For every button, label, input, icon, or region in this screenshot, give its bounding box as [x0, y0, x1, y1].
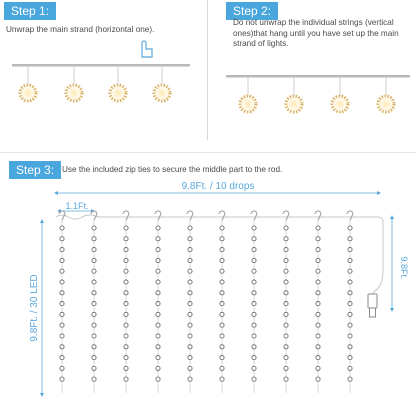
usb-plug-icon — [368, 294, 377, 317]
step-3-description: Use the included zip ties to secure the middle part to the rod. — [62, 165, 283, 174]
light-drop — [91, 211, 97, 393]
step-1-description: Unwrap the main strand (horizontal one). — [6, 25, 155, 34]
hanging-coil-3 — [328, 77, 352, 116]
light-drop — [251, 211, 257, 393]
coil-4 — [150, 66, 174, 105]
light-drop — [315, 211, 321, 393]
step-2-illustration — [226, 75, 410, 116]
hanging-coil-2 — [282, 77, 306, 116]
light-drops — [59, 211, 353, 393]
light-drop — [59, 211, 65, 393]
light-drop — [283, 211, 289, 393]
coil-3 — [106, 66, 130, 105]
step-3-illustration — [29, 181, 409, 395]
hanging-coil-1 — [236, 77, 260, 116]
light-drop — [123, 211, 129, 393]
step-1-tag: Step 1: — [4, 2, 56, 20]
light-drop — [155, 211, 161, 393]
step-2-description: Do not unwrap the individual strings (vertical ones)that hang until you have set up the main strand of lights. — [233, 18, 399, 48]
lead-label: 9.8Ft. — [399, 256, 409, 280]
step-2-rod — [226, 75, 410, 78]
step-2-tag: Step 2: — [226, 2, 278, 20]
spacing-label: 1.1Ft. — [65, 201, 89, 211]
top-strand — [56, 215, 375, 219]
light-drop — [347, 211, 353, 393]
width-label: 9.8Ft. / 10 drops — [181, 181, 255, 192]
light-drop — [219, 211, 225, 393]
hanging-coil-4 — [374, 77, 398, 116]
step-1-illustration — [12, 41, 190, 105]
step-3-tag: Step 3: — [9, 161, 61, 179]
height-label: 9.8Ft. / 30 LED — [29, 274, 40, 342]
hand-pointer-icon — [142, 41, 152, 57]
light-drop — [187, 211, 193, 393]
coil-2 — [62, 66, 86, 105]
coil-1 — [16, 66, 40, 105]
main-strand-rod — [12, 64, 190, 67]
